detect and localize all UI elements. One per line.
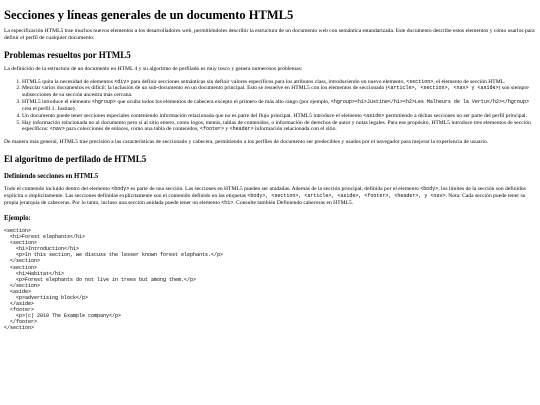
code-example: <section> <h1>Forest elephants</h1> <section> <h1>Introduction</h1> <p>In this section, we discuss the lesser known forest elephants.</p> </section> <section> <h1>Habitat</h1> <p>Forest elephants do not live in trees but among them.</p> </section> <aside> <p>advertising block</p> </aside> <footer> <p>(c) 2010 The Example company</p> </footer> </section> <box>4 227 224 332</box>
list-item: 5. Hay información relacionada no al documento pero sí al sitio entero, como logos, menús, tablas de contenidos, o información de derechos de autor y notas legales. Para ese propósito, HTML5 introduce tres elementos de sección específicos: <nav> para colecciones de enlaces, como una tabla de contenidos, <footer> y <header> información relacionada con el sitio. <box>22 120 536 134</box>
list-item: 1. HTML5 quita la necesidad de elementos <div> para definir secciones semánticas sin definir valores específicos para los atributos class, introduciendo un nuevo elemento, <section>, el elemento de sección HTML. <box>22 79 536 86</box>
problems-closing: De manera más general, HTML5 trae precisión a las características de seccionado y cabecera, permitiendo a los perfiles de documento ser predecibles y usados por el navegador para mejorar la experiencia de usuario. <box>4 139 489 146</box>
problems-list <box>4 79 536 134</box>
list-item: 3. HTML5 introduce el elemento <hgroup> que oculta todos los elementos de cabecera excepto el primero de más alto rango (por ejemplo, <hgroup><h1>Justine</h1><h2>Les Malheurs de la Vertu</h2></hgroup> crea el perfil 1. Justine). <box>22 99 536 113</box>
page-title: Secciones y líneas generales de un documento HTML5 <box>4 8 294 22</box>
intro-paragraph: La especificación HTML5 trae muchos nuevos elementos a los desarrolladores web, permitiéndoles describir la estructura de un documento web con semántica estandarizada. Este documento describe estos elementos y cómo usarlos para definir el perfil de cualquier documento. <box>4 28 535 42</box>
section-heading-algorithm: El algoritmo de perfilado de HTML5 <box>4 153 147 164</box>
defining-paragraph: Todo el contenido incluido dentro del elemento <body> es parte de una sección. Las secciones en HTML5 pueden ser anidadas. Además de la sección principal, definida por el elemento <body>, los límites de la sección son definidos explícita o implícitamente. Las secciones definidas explícitamente son el contenido definido en las etiquetas <body>, <section>, <article>, <aside>, <footer>, <header>, y <nav>. Nota: Cada sección puede tener su propia jerarquía de cabeceras. Por lo tanto, incluso una sección anidada puede tener un elemento <h1>. Consulte también Definiendo cabeceras en HTML5. <box>4 186 526 206</box>
example-heading: Ejemplo: <box>4 214 31 222</box>
section-heading-problems: Problemas resueltos por HTML5 <box>4 49 131 60</box>
list-item: 4. Un documento puede tener secciones especiales conteniendo información relacionada que no es parte del flujo principal. HTML5 introduce el elemento <aside> permitiendo a dichas secciones no ser parte del perfil principal. <box>22 113 536 120</box>
problems-lead: La definición de la estructura de un documento en HTML 4 y su algoritmo de perfilado es muy tosco y genera numerosos problemas: <box>4 65 303 72</box>
list-item: 2. Mezclar varios documentos es difícil: la inclusión de un sub-documento en un documento principal. Esto se resuelve en HTML5 con los elementos de seccionado (<article>, <section>, <nav> y <aside>) son siempre subsecciones de su sección ancestra más cercana. <box>22 85 536 99</box>
subsection-heading-defining: Definiendo secciones en HTML5 <box>4 172 99 180</box>
